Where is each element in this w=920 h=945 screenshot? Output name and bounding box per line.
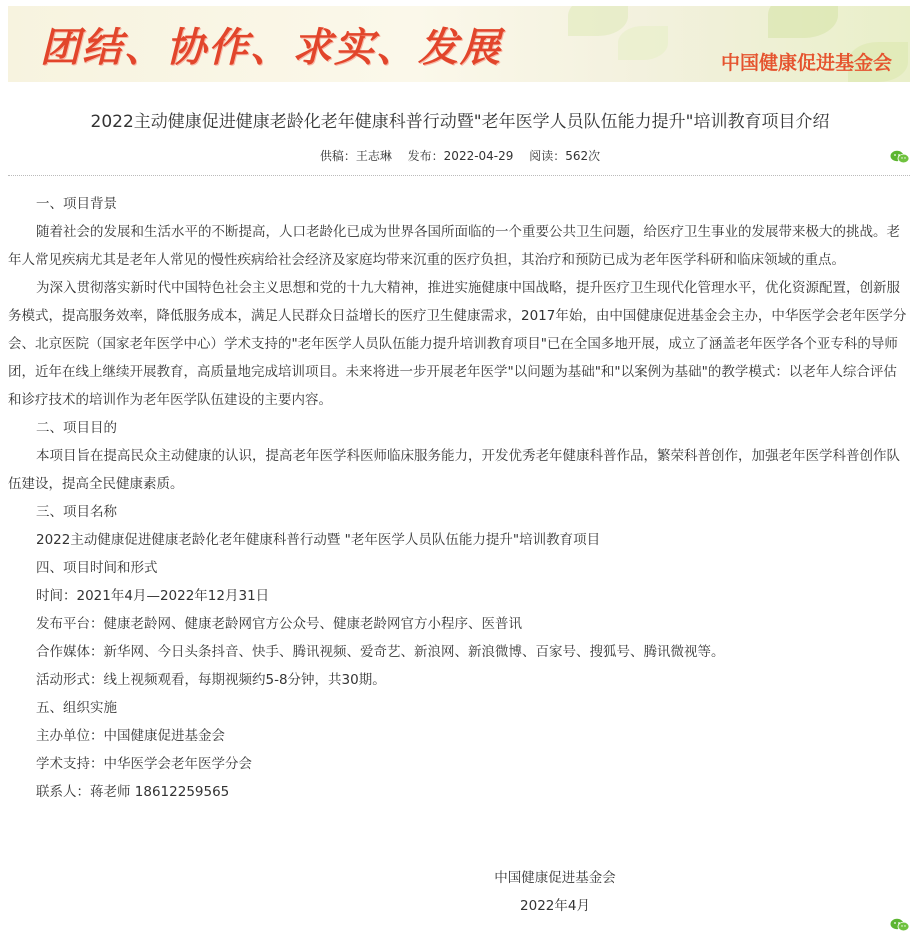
banner-slogan: 团结、协作、求实、发展 (40, 24, 502, 71)
banner-leaf-decoration (568, 6, 628, 36)
section-heading: 三、项目名称 (36, 504, 117, 520)
meta-source: 供稿：王志琳 (319, 149, 392, 163)
project-name: 2022主动健康促进健康老龄化老年健康科普行动暨 "老年医学人员队伍能力提升"培训教育项目 (36, 532, 601, 548)
activity-form: 活动形式：线上视频观看，每期视频约5-8分钟，共30期。 (36, 672, 386, 688)
article-title: 2022主动健康促进健康老龄化老年健康科普行动暨"老年医学人员队伍能力提升"培训教育项目介绍 (90, 112, 830, 132)
wechat-icon[interactable] (890, 917, 910, 931)
section-heading: 一、项目背景 (36, 196, 117, 212)
project-time: 时间：2021年4月—2022年12月31日 (36, 588, 270, 604)
partner-media: 合作媒体：新华网、今日头条抖音、快手、腾讯视频、爱奇艺、新浪网、新浪微博、百家号、搜狐号、腾讯微视等。 (36, 644, 725, 660)
paragraph: 为深入贯彻落实新时代中国特色社会主义思想和党的十九大精神，推进实施健康中国战略，提升医疗卫生现代化管理水平，优化资源配置，创新服务模式，提高服务效率，降低服务成本，满足人民群众日益增长的医疗卫生健康需求，2017年始，由中国健康促进基金会主办，中华医学会老年医学分会、北京医院（国家老年医学中心）学术支持的"老年医学人员队伍能力提升培训教育项目"已在全国多地开展，成立了涵盖老年医学各个亚专科的导师团，近年在线上继续开展教育，高质量地完成培训项目。未来将进一步开展老年医学"以问题为基础"和"以案例为基础"的教学模式：以老年人综合评估和诊疗技术的培训作为老年医学队伍建设的主要内容。 (8, 280, 907, 408)
article-body (8, 190, 910, 806)
meta-views: 阅读：562次 (529, 149, 601, 163)
signature-date: 2022年4月 (520, 898, 590, 914)
wechat-icon[interactable] (890, 149, 910, 163)
header-banner (8, 6, 910, 82)
host-organization: 主办单位：中国健康促进基金会 (36, 728, 225, 744)
banner-leaf-decoration (768, 6, 838, 38)
academic-support: 学术支持：中华医学会老年医学分会 (36, 756, 252, 772)
article-meta (0, 147, 920, 164)
contact-person: 联系人：蒋老师 18612259565 (36, 784, 230, 800)
banner-leaf-decoration (618, 26, 668, 60)
signature-org: 中国健康促进基金会 (494, 870, 616, 886)
section-heading: 四、项目时间和形式 (36, 560, 158, 576)
banner-org-name: 中国健康促进基金会 (720, 52, 892, 74)
meta-date: 发布：2022-04-29 (407, 149, 514, 163)
paragraph: 随着社会的发展和生活水平的不断提高，人口老龄化已成为世界各国所面临的一个重要公共卫生问题，给医疗卫生事业的发展带来极大的挑战。老年人常见疾病尤其是老年人常见的慢性疾病给社会经济及家庭均带来沉重的医疗负担，其治疗和预防已成为老年医学科研和临床领域的重点。 (8, 224, 900, 268)
section-heading: 二、项目目的 (36, 420, 117, 436)
title-divider (8, 175, 910, 176)
paragraph: 本项目旨在提高民众主动健康的认识，提高老年医学科医师临床服务能力，开发优秀老年健康科普作品，繁荣科普创作，加强老年医学科普创作队伍建设，提高全民健康素质。 (8, 448, 900, 492)
section-heading: 五、组织实施 (36, 700, 117, 716)
publish-platform: 发布平台：健康老龄网、健康老龄网官方公众号、健康老龄网官方小程序、医普讯 (36, 616, 522, 632)
